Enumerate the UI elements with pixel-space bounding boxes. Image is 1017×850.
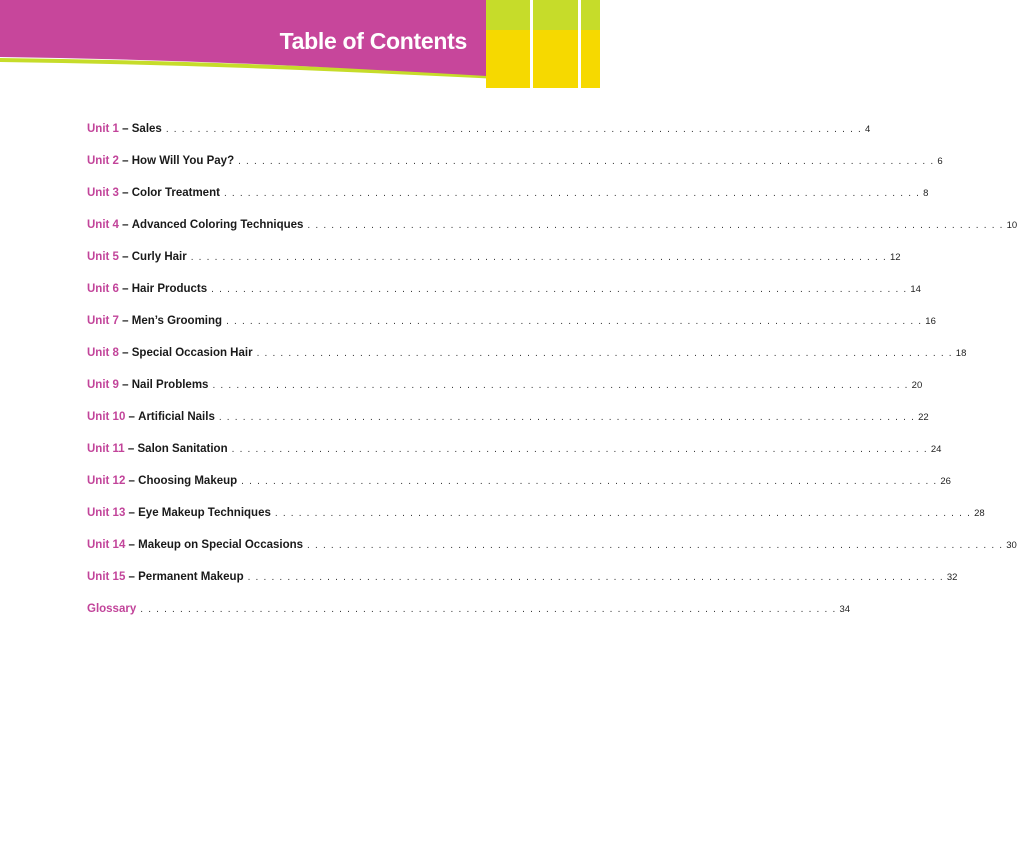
toc-title: Choosing Makeup <box>138 475 238 487</box>
toc-unit-label: Unit 13 <box>87 507 126 519</box>
toc-title: Artificial Nails <box>138 411 215 423</box>
toc-page-number: 20 <box>911 380 923 391</box>
toc-entry[interactable] <box>87 379 923 411</box>
toc-leader-dots: . . . . . . . . . . . . . . . . . . . . . . . . . . . . . . . . . . . . . . . . . . . . . . . . . . . . . . . . . . . . . . . . . . . . . . . . . . . . . . . . . . . . . . . . <box>238 156 935 167</box>
toc-unit-label: Unit 10 <box>87 411 126 423</box>
toc-leader-dots: . . . . . . . . . . . . . . . . . . . . . . . . . . . . . . . . . . . . . . . . . . . . . . . . . . . . . . . . . . . . . . . . . . . . . . . . . . . . . . . . . . . . . . . . <box>256 348 953 359</box>
toc-title: How Will You Pay? <box>131 155 235 167</box>
toc-page-number: 34 <box>839 604 851 615</box>
toc-separator: – <box>125 539 139 551</box>
toc-leader-dots: . . . . . . . . . . . . . . . . . . . . . . . . . . . . . . . . . . . . . . . . . . . . . . . . . . . . . . . . . . . . . . . . . . . . . . . . . . . . . . . . . . . . . . . . <box>307 220 1004 231</box>
toc-entry[interactable] <box>87 187 929 219</box>
toc-unit-label: Unit 15 <box>87 571 126 583</box>
page-title: Table of Contents <box>279 28 467 54</box>
toc-page-number: 10 <box>1006 220 1017 231</box>
toc-entry[interactable] <box>87 571 958 603</box>
toc-page-number: 28 <box>974 508 985 519</box>
toc-separator: – <box>124 443 138 455</box>
toc-unit-label: Unit 12 <box>87 475 126 487</box>
toc-leader-dots: . . . . . . . . . . . . . . . . . . . . . . . . . . . . . . . . . . . . . . . . . . . . . . . . . . . . . . . . . . . . . . . . . . . . . . . . . . . . . . . . . . . . . . . . <box>274 508 972 519</box>
toc-entry[interactable] <box>87 283 921 315</box>
toc-separator: – <box>118 219 132 231</box>
toc-leader-dots: . . . . . . . . . . . . . . . . . . . . . . . . . . . . . . . . . . . . . . . . . . . . . . . . . . . . . . . . . . . . . . . . . . . . . . . . . . . . . . . . . . . . . . . . <box>165 124 863 135</box>
toc-separator: – <box>125 571 139 583</box>
toc-unit-label: Unit 5 <box>87 251 119 263</box>
toc-separator: – <box>118 379 132 391</box>
toc-page-number: 30 <box>1006 540 1017 551</box>
toc-leader-dots: . . . . . . . . . . . . . . . . . . . . . . . . . . . . . . . . . . . . . . . . . . . . . . . . . . . . . . . . . . . . . . . . . . . . . . . . . . . . . . . . . . . . . . . . <box>226 316 923 327</box>
toc-entry[interactable] <box>87 443 942 475</box>
toc-entry[interactable] <box>87 123 871 155</box>
toc-separator: – <box>118 315 132 327</box>
toc-separator: – <box>118 123 132 135</box>
toc-page-number: 4 <box>865 124 871 135</box>
toc-separator: – <box>125 411 139 423</box>
toc-page-number: 26 <box>940 476 951 487</box>
toc-leader-dots: . . . . . . . . . . . . . . . . . . . . . . . . . . . . . . . . . . . . . . . . . . . . . . . . . . . . . . . . . . . . . . . . . . . . . . . . . . . . . . . . . . . . . . . . <box>211 284 908 295</box>
toc-title: Eye Makeup Techniques <box>138 507 271 519</box>
toc-leader-dots: . . . . . . . . . . . . . . . . . . . . . . . . . . . . . . . . . . . . . . . . . . . . . . . . . . . . . . . . . . . . . . . . . . . . . . . . . . . . . . . . . . . . . . . . <box>241 476 938 487</box>
toc-page-number: 12 <box>889 252 901 263</box>
toc-page-number: 24 <box>930 444 942 455</box>
toc-unit-label: Unit 4 <box>87 219 119 231</box>
toc-title: Salon Sanitation <box>137 443 228 455</box>
toc-glossary-label: Glossary <box>87 603 137 615</box>
toc-page-number: 6 <box>937 156 943 167</box>
toc-title: Makeup on Special Occasions <box>138 539 304 551</box>
toc-title: Advanced Coloring Techniques <box>131 219 304 231</box>
toc-entry[interactable] <box>87 251 901 283</box>
toc-unit-label: Unit 11 <box>87 443 125 455</box>
toc-leader-dots: . . . . . . . . . . . . . . . . . . . . . . . . . . . . . . . . . . . . . . . . . . . . . . . . . . . . . . . . . . . . . . . . . . . . . . . . . . . . . . . . . . . . . . . . <box>212 380 909 391</box>
toc-entry[interactable] <box>87 219 1017 251</box>
toc-title: Hair Products <box>131 283 208 295</box>
toc-leader-dots: . . . . . . . . . . . . . . . . . . . . . . . . . . . . . . . . . . . . . . . . . . . . . . . . . . . . . . . . . . . . . . . . . . . . . . . . . . . . . . . . . . . . . . . . <box>223 188 921 199</box>
toc-unit-label: Unit 3 <box>87 187 119 199</box>
toc-leader-dots: . . . . . . . . . . . . . . . . . . . . . . . . . . . . . . . . . . . . . . . . . . . . . . . . . . . . . . . . . . . . . . . . . . . . . . . . . . . . . . . . . . . . . . . . <box>231 444 928 455</box>
toc-separator: – <box>118 347 132 359</box>
toc-page-number: 32 <box>946 572 958 583</box>
toc-entry[interactable] <box>87 507 985 539</box>
toc-separator: – <box>118 155 132 167</box>
toc-separator: – <box>118 283 132 295</box>
toc-unit-label: Unit 1 <box>87 123 119 135</box>
toc-unit-label: Unit 7 <box>87 315 119 327</box>
header-banner <box>0 0 600 90</box>
toc-page-number: 14 <box>910 284 921 295</box>
toc-title: Men’s Grooming <box>131 315 223 327</box>
toc-separator: – <box>118 251 132 263</box>
toc-title: Permanent Makeup <box>138 571 244 583</box>
toc-leader-dots: . . . . . . . . . . . . . . . . . . . . . . . . . . . . . . . . . . . . . . . . . . . . . . . . . . . . . . . . . . . . . . . . . . . . . . . . . . . . . . . . . . . . . . . . <box>247 572 944 583</box>
toc-leader-dots: . . . . . . . . . . . . . . . . . . . . . . . . . . . . . . . . . . . . . . . . . . . . . . . . . . . . . . . . . . . . . . . . . . . . . . . . . . . . . . . . . . . . . . . . <box>307 540 1004 551</box>
toc-leader-dots: . . . . . . . . . . . . . . . . . . . . . . . . . . . . . . . . . . . . . . . . . . . . . . . . . . . . . . . . . . . . . . . . . . . . . . . . . . . . . . . . . . . . . . . . <box>190 252 887 263</box>
toc-page-number: 8 <box>923 188 929 199</box>
toc-leader-dots: . . . . . . . . . . . . . . . . . . . . . . . . . . . . . . . . . . . . . . . . . . . . . . . . . . . . . . . . . . . . . . . . . . . . . . . . . . . . . . . . . . . . . . . . <box>140 604 837 615</box>
toc-separator: – <box>125 507 139 519</box>
toc-page-number: 16 <box>925 316 936 327</box>
toc-title: Color Treatment <box>131 187 220 199</box>
toc-unit-label: Unit 14 <box>87 539 126 551</box>
toc-unit-label: Unit 2 <box>87 155 119 167</box>
toc-unit-label: Unit 6 <box>87 283 119 295</box>
toc-title: Sales <box>131 123 162 135</box>
toc-separator: – <box>125 475 139 487</box>
toc-title: Special Occasion Hair <box>131 347 253 359</box>
toc-separator: – <box>118 187 132 199</box>
toc-entry[interactable] <box>87 475 951 507</box>
table-of-contents <box>87 123 1017 635</box>
toc-entry[interactable] <box>87 315 936 347</box>
toc-entry[interactable] <box>87 411 929 443</box>
toc-page-number: 18 <box>955 348 967 359</box>
toc-page-number: 22 <box>918 412 929 423</box>
toc-title: Curly Hair <box>131 251 187 263</box>
toc-title: Nail Problems <box>131 379 209 391</box>
toc-entry[interactable] <box>87 347 967 379</box>
toc-leader-dots: . . . . . . . . . . . . . . . . . . . . . . . . . . . . . . . . . . . . . . . . . . . . . . . . . . . . . . . . . . . . . . . . . . . . . . . . . . . . . . . . . . . . . . . . <box>218 412 916 423</box>
toc-unit-label: Unit 9 <box>87 379 119 391</box>
toc-entry[interactable] <box>87 539 1017 571</box>
toc-entry-glossary[interactable] <box>87 603 851 635</box>
toc-entry[interactable] <box>87 155 943 187</box>
toc-unit-label: Unit 8 <box>87 347 119 359</box>
